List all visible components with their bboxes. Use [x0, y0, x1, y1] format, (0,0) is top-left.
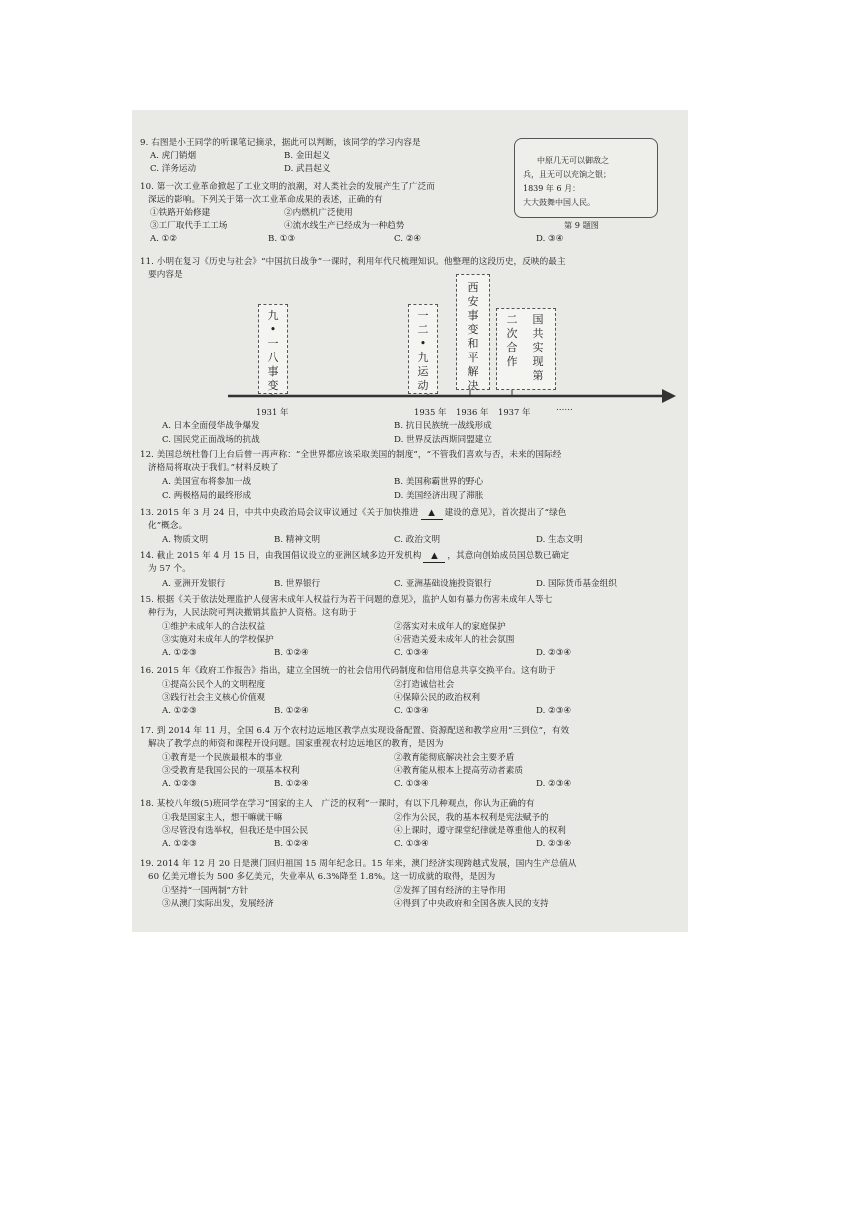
- event-box-coop: [496, 308, 556, 390]
- q11-option-b: B. 抗日民族统一战线形成: [394, 421, 492, 431]
- note-line: 中原几无可以御敌之: [537, 156, 609, 165]
- event-box-918: [258, 304, 288, 394]
- year-label: 1937 年: [498, 407, 531, 417]
- year-label: 1936 年: [456, 407, 489, 417]
- q17-option-b: B. ①②④: [274, 779, 309, 789]
- q19-statement-4: ④得到了中央政府和全国各族人民的支持: [394, 899, 549, 909]
- year-label: 1931 年: [256, 407, 289, 417]
- q14-stem: [140, 551, 682, 563]
- q18-option-a: A. ①②③: [162, 839, 197, 849]
- q16-option-b: B. ①②④: [274, 706, 309, 716]
- event-label: 西安事变和平解决: [467, 281, 479, 392]
- q10-option-d: D. ③④: [536, 234, 564, 244]
- q13-option-a: A. 物质文明: [162, 535, 209, 545]
- q13-option-d: D. 生态文明: [536, 535, 583, 545]
- q10-statement-1: ①铁路开始修建: [150, 208, 211, 218]
- q15-statement-2: ②落实对未成年人的家庭保护: [394, 622, 506, 632]
- q16-stem: 16. 2015 年《政府工作报告》指出，建立全国统一的社会信用代码制度和信用信息共享交换平台。这有助于: [140, 666, 556, 676]
- q15-option-b: B. ①②④: [274, 648, 309, 658]
- q12-stem-cont: 济格局将取决于我们。”材料反映了: [148, 463, 279, 473]
- q17-statement-2: ②教育能彻底解决社会主要矛盾: [394, 753, 515, 763]
- q14-stem-part1: 14. 截止 2015 年 4 月 15 日，由我国倡议设立的亚洲区域多边开发机构: [140, 551, 422, 561]
- q16-option-a: A. ①②③: [162, 706, 197, 716]
- q10-stem-cont: 深远的影响。下列关于第一次工业革命成果的表述，正确的有: [148, 195, 383, 205]
- event-label: 一二•九运动: [417, 309, 429, 392]
- q16-option-d: D. ②③④: [536, 706, 572, 716]
- q10-stem: 10. 第一次工业革命掀起了工业文明的浪潮，对人类社会的发展产生了广泛而: [140, 182, 435, 192]
- q9-option-a: A. 虎门销烟: [150, 151, 197, 161]
- q18-statement-3: ③尽管没有选举权，但我还是中国公民: [162, 826, 309, 836]
- q15-statement-1: ①维护未成年人的合法权益: [162, 622, 266, 632]
- q15-option-a: A. ①②③: [162, 648, 197, 658]
- q15-stem: 15. 根据《关于依法处理监护人侵害未成年人权益行为若干问题的意见》，监护人如有暴力伤害未成年人等七: [140, 595, 553, 605]
- q19-statement-2: ②发挥了国有经济的主导作用: [394, 886, 506, 896]
- event-box-129: [408, 304, 438, 394]
- figure-caption: 第 9 题图: [564, 220, 599, 230]
- note-line: 兵，且无可以充饷之银；: [523, 170, 611, 179]
- q15-option-d: D. ②③④: [536, 648, 572, 658]
- q13-stem-cont: 化”概念。: [148, 521, 188, 531]
- q10-statement-2: ②内燃机广泛使用: [284, 208, 353, 218]
- q16-statement-1: ①提高公民个人的文明程度: [162, 680, 266, 690]
- answer-blank: ▲: [421, 508, 443, 520]
- q11-stem: 11. 小明在复习《历史与社会》“中国抗日战争”一课时，利用年代尺梳理知识。他整理的这段历史，反映的最主: [140, 257, 566, 267]
- q17-statement-3: ③受教育是我国公民的一项基本权利: [162, 766, 300, 776]
- q14-option-b: B. 世界银行: [274, 579, 321, 589]
- q17-stem: 17. 到 2014 年 11 月，全国 6.4 万个农村边远地区教学点实现设备配置、资源配送和教学应用“三到位”，有效: [140, 726, 570, 736]
- q16-statement-2: ②打造诚信社会: [394, 680, 455, 690]
- q11-stem-cont: 要内容是: [148, 270, 183, 280]
- ellipsis: ……: [556, 402, 573, 412]
- q17-stem-cont: 解决了教学点的师资和课程开设问题。国家重视农村边远地区的教育，是因为: [148, 739, 444, 749]
- year-label: 1935 年: [414, 407, 447, 417]
- q13-option-c: C. 政治文明: [394, 535, 441, 545]
- event-box-xian: [456, 274, 490, 390]
- q12-option-d: D. 美国经济出现了滞胀: [394, 491, 484, 501]
- q15-statement-4: ④营造关爱未成年人的社会氛围: [394, 635, 515, 645]
- q18-statement-4: ④上课时，遵守课堂纪律就是尊重他人的权利: [394, 826, 566, 836]
- q16-statement-3: ③践行社会主义核心价值观: [162, 693, 266, 703]
- q19-stem-cont: 60 亿美元增长为 500 多亿美元，失业率从 6.3%降至 1.8%。这一切成就的取得，是因为: [148, 872, 496, 882]
- q17-option-d: D. ②③④: [536, 779, 572, 789]
- event-label: 二次合作: [506, 313, 518, 368]
- q18-statement-2: ②作为公民，我的基本权利是宪法赋予的: [394, 813, 549, 823]
- q18-stem: 18. 某校八年级(5)班同学在学习“国家的主人 广泛的权利”一课时，有以下几种观点，你认为正确的有: [140, 799, 535, 809]
- note-line: 1839 年 6 月：: [523, 184, 581, 193]
- q15-option-c: C. ①③④: [394, 648, 429, 658]
- q19-statement-3: ③从澳门实际出发，发展经济: [162, 899, 274, 909]
- q10-option-a: A. ①②: [150, 234, 178, 244]
- q19-stem: 19. 2014 年 12 月 20 日是澳门回归祖国 15 周年纪念日。15 年来，澳门经济实现跨越式发展，国内生产总值从: [140, 859, 577, 869]
- q9-stem: 9. 右图是小王同学的听课笔记摘录，据此可以判断，该同学的学习内容是: [140, 138, 421, 148]
- q18-option-d: D. ②③④: [536, 839, 572, 849]
- answer-blank: ▲: [423, 551, 445, 563]
- q17-statement-4: ④教育能从根本上提高劳动者素质: [394, 766, 523, 776]
- q12-option-b: B. 美国称霸世界的野心: [394, 477, 484, 487]
- q11-option-d: D. 世界反法西斯同盟建立: [394, 435, 492, 445]
- q14-option-d: D. 国际货币基金组织: [536, 579, 617, 589]
- q17-option-c: C. ①③④: [394, 779, 429, 789]
- q16-statement-4: ④保障公民的政治权利: [394, 693, 480, 703]
- q15-stem-cont: 种行为，人民法院可判决撤销其监护人资格。这有助于: [148, 608, 357, 618]
- q14-stem-part2: ，其意向创始成员国总数已确定: [447, 551, 570, 561]
- q12-option-c: C. 两极格局的最终形成: [162, 491, 252, 501]
- q11-option-a: A. 日本全面侵华战争爆发: [162, 421, 260, 431]
- q13-stem-part2: 建设的意见》，首次提出了“绿色: [444, 508, 567, 518]
- q19-statement-1: ①坚持“一国两制”方针: [162, 886, 249, 896]
- q11-option-c: C. 国民党正面战场的抗战: [162, 435, 260, 445]
- q12-stem: 12. 美国总统杜鲁门上台后曾一再声称：“全世界都应该采取美国的制度”，“不管我们喜欢与否，未来的国际经: [140, 450, 562, 460]
- q9-option-c: C. 洋务运动: [150, 164, 197, 174]
- q18-option-c: C. ①③④: [394, 839, 429, 849]
- exam-page-photo: [132, 110, 688, 932]
- q16-option-c: C. ①③④: [394, 706, 429, 716]
- q17-statement-1: ①教育是一个民族最根本的事业: [162, 753, 283, 763]
- q13-stem-part1: 13. 2015 年 3 月 24 日，中共中央政治局会议审议通过《关于加快推进: [140, 508, 419, 518]
- q13-option-b: B. 精神文明: [274, 535, 321, 545]
- q15-statement-3: ③实施对未成年人的学校保护: [162, 635, 274, 645]
- q14-stem-cont: 为 57 个。: [148, 564, 191, 574]
- q13-stem: [140, 508, 682, 520]
- q12-option-a: A. 美国宣布将参加一战: [162, 477, 252, 487]
- q17-option-a: A. ①②③: [162, 779, 197, 789]
- event-label: 九•一八事变: [267, 309, 279, 392]
- q18-option-b: B. ①②④: [274, 839, 309, 849]
- q10-option-b: B. ①③: [268, 234, 296, 244]
- q18-statement-1: ①我是国家主人，想干嘛就干嘛: [162, 813, 283, 823]
- q10-statement-4: ④流水线生产已经成为一种趋势: [284, 221, 405, 231]
- q9-option-b: B. 金田起义: [284, 151, 331, 161]
- q10-option-c: C. ②④: [394, 234, 422, 244]
- q9-option-d: D. 武昌起义: [284, 164, 331, 174]
- note-line: 大大鼓舞中国人民。: [523, 198, 595, 207]
- q14-option-c: C. 亚洲基础设施投资银行: [394, 579, 492, 589]
- q14-option-a: A. 亚洲开发银行: [162, 579, 226, 589]
- event-label: 国共实现第: [532, 313, 544, 382]
- q10-statement-3: ③工厂取代手工工场: [150, 221, 228, 231]
